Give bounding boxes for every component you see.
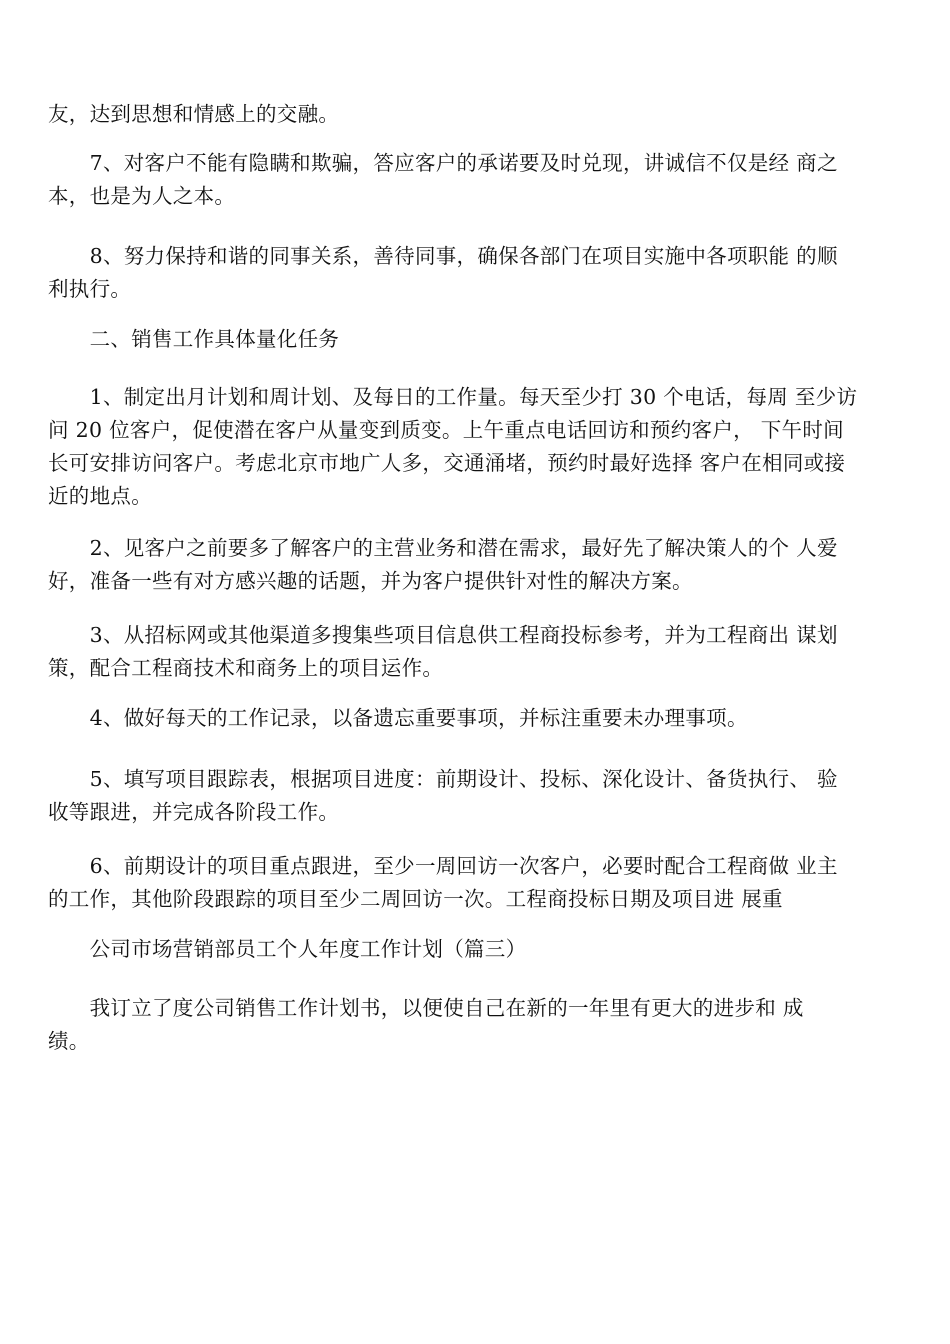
text-line: 本，也是为人之本。 — [48, 184, 236, 208]
paragraph-intro-fragment — [48, 98, 914, 131]
text-line: 策，配合工程商技术和商务上的项目运作。 — [48, 656, 444, 680]
text-line: 问 20 位客户，促使潜在客户从量变到质变。上午重点电话回访和预约客户， 下午时间 — [48, 418, 844, 442]
paragraph-task-1 — [48, 381, 914, 513]
text-line: 利执行。 — [48, 277, 132, 301]
paragraph-task-2 — [48, 532, 914, 598]
paragraph-task-4 — [48, 702, 914, 735]
paragraph-task-6 — [48, 850, 914, 916]
text-line: 4、做好每天的工作记录，以备遗忘重要事项，并标注重要未办理事项。 — [48, 706, 748, 730]
text-line: 好，准备一些有对方感兴趣的话题，并为客户提供针对性的解决方案。 — [48, 569, 693, 593]
text-line: 公司市场营销部员工个人年度工作计划（篇三） — [48, 937, 527, 961]
text-line: 收等跟进，并完成各阶段工作。 — [48, 800, 340, 824]
text-line: 的工作，其他阶段跟踪的项目至少二周回访一次。工程商投标日期及项目进 展重 — [48, 887, 783, 911]
paragraph-item-7 — [48, 147, 914, 213]
paragraph-item-8 — [48, 240, 914, 306]
text-line: 1、制定出月计划和周计划、及每日的工作量。每天至少打 30 个电话，每周 至少访 — [48, 385, 858, 409]
text-line: 长可安排访问客户。考虑北京市地广人多，交通涌堵，预约时最好选择 客户在相同或接 — [48, 451, 846, 475]
paragraph-task-3 — [48, 619, 914, 685]
text-line: 7、对客户不能有隐瞒和欺骗，答应客户的承诺要及时兑现，讲诚信不仅是经 商之 — [48, 151, 838, 175]
section-heading-part-three — [48, 933, 914, 966]
text-line: 绩。 — [48, 1029, 90, 1053]
text-line: 8、努力保持和谐的同事关系，善待同事，确保各部门在项目实施中各项职能 的顺 — [48, 244, 838, 268]
text-line: 我订立了度公司销售工作计划书，以便使自己在新的一年里有更大的进步和 成 — [48, 996, 804, 1020]
text-line: 5、填写项目跟踪表，根据项目进度：前期设计、投标、深化设计、备货执行、 验 — [48, 767, 838, 791]
text-line: 近的地点。 — [48, 484, 152, 508]
paragraph-part-three-intro — [48, 992, 914, 1058]
text-line: 2、见客户之前要多了解客户的主营业务和潜在需求，最好先了解决策人的个 人爱 — [48, 536, 838, 560]
paragraph-task-5 — [48, 763, 914, 829]
text-line: 二、销售工作具体量化任务 — [48, 327, 340, 351]
section-heading-quantified-tasks — [48, 323, 914, 356]
text-line: 友，达到思想和情感上的交融。 — [48, 102, 340, 126]
text-line: 6、前期设计的项目重点跟进，至少一周回访一次客户，必要时配合工程商做 业主 — [48, 854, 838, 878]
text-line: 3、从招标网或其他渠道多搜集些项目信息供工程商投标参考，并为工程商出 谋划 — [48, 623, 838, 647]
